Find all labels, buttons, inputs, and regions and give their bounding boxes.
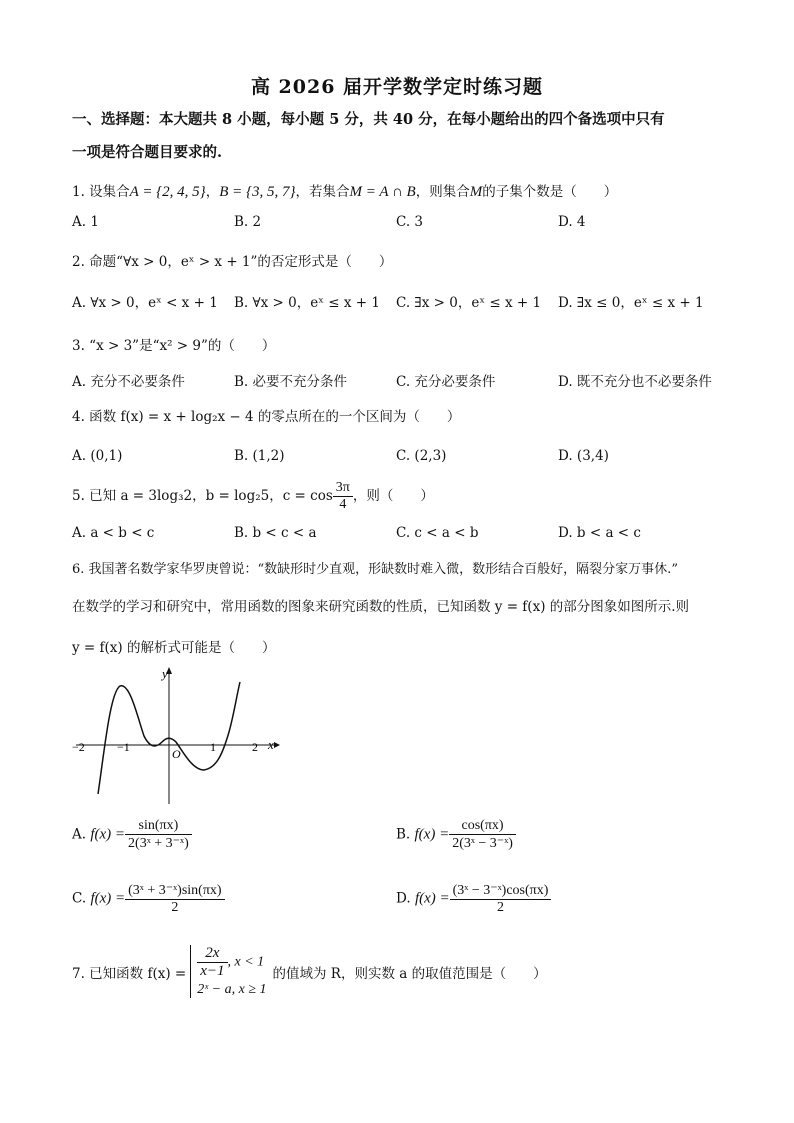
fraction-3pi-over-4: $\frac{3\pi}{4}$	[333, 480, 353, 513]
question-2-option-a: A. ∀x > 0，eˣ < x + 1	[72, 295, 218, 311]
question-4-stem: 4. 函数 f(x) = x + log₂x − 4 的零点所在的一个区间为（ ）	[72, 409, 461, 425]
section-heading-line1: 一、选择题：本大题共 8 小题，每小题 5 分，共 40 分，在每小题给出的四个备选项中只有	[72, 111, 665, 128]
question-7-stem: 7. 已知函数 f(x) = $\frac{2x}{x-1}$ , x < 1 2ˣ − a, x ≥ 1 的值域为 R，则实数 a 的取值范围是（ ）	[72, 945, 547, 997]
question-6-line3: y = f(x) 的解析式可能是（ ）	[72, 640, 276, 656]
question-2-stem: 2. 命题“∀x > 0，eˣ > x + 1”的否定形式是（ ）	[72, 254, 393, 270]
x-axis-label: x	[268, 737, 274, 752]
question-6-option-c: C. f(x) = $\frac{\text{(3ˣ + 3⁻ˣ)sin(πx)}}{2}$	[72, 882, 225, 916]
question-3-stem: 3. “x > 3”是“x² > 9”的（ ）	[72, 338, 276, 354]
tick-label-2: 2	[252, 740, 258, 754]
question-1-option-b: B. 2	[234, 214, 262, 230]
question-6-option-a: A. f(x) = $\frac{\sin(\pi x)}{\text{2(3ˣ + 3⁻ˣ)}}$	[72, 818, 192, 852]
question-6-line2: 在数学的学习和研究中，常用函数的图象来研究函数的性质，已知函数 y = f(x) 的部分图象如图所示.则	[72, 599, 690, 615]
question-3-option-c: C. 充分必要条件	[396, 374, 496, 390]
y-axis-label: y	[162, 666, 168, 681]
question-1-option-a: A. 1	[72, 214, 99, 230]
question-5-option-c: C. c < a < b	[396, 525, 479, 541]
question-3-option-d: D. 既不充分也不必要条件	[558, 374, 712, 390]
question-4-option-a: A. (0,1)	[72, 448, 123, 464]
question-4-option-b: B. (1,2)	[234, 448, 285, 464]
function-graph	[72, 664, 282, 809]
question-5-option-a: A. a < b < c	[72, 525, 155, 541]
question-5-option-b: B. b < c < a	[234, 525, 317, 541]
question-3-option-b: B. 必要不充分条件	[234, 374, 348, 390]
question-2-option-d: D. ∃x ≤ 0，eˣ ≤ x + 1	[558, 295, 704, 311]
question-1-stem: 1. 设集合A = {2, 4, 5}，B = {3, 5, 7}，若集合M = A ∩ B，则集合M的子集个数是（ ）	[72, 184, 618, 200]
question-2-option-c: C. ∃x > 0，eˣ ≤ x + 1	[396, 295, 542, 311]
section-heading-line2: 一项是符合题目要求的.	[72, 144, 223, 161]
tick-label-neg2: −2	[72, 740, 85, 754]
question-6-option-d: D. f(x) = $\frac{\text{(3ˣ − 3⁻ˣ)cos(πx)}}{2}$	[396, 882, 551, 916]
origin-label: O	[172, 747, 181, 761]
piecewise-function: $\frac{2x}{x-1}$ , x < 1 2ˣ − a, x ≥ 1	[190, 945, 266, 998]
x-axis-arrow	[274, 742, 280, 748]
question-6-option-b: B. f(x) = $\frac{\cos(\pi x)}{\text{2(3ˣ − 3⁻ˣ)}}$	[396, 818, 516, 852]
question-4-option-d: D. (3,4)	[558, 448, 609, 464]
question-5-stem: 5. 已知 a = 3log₃2，b = log₂5，c = cos $\frac{3\pi}{4}$ ，则（ ）	[72, 480, 434, 512]
question-4-option-c: C. (2,3)	[396, 448, 447, 464]
question-5-option-d: D. b < a < c	[558, 525, 641, 541]
tick-label-neg1: −1	[117, 740, 130, 754]
tick-label-1: 1	[210, 740, 216, 754]
question-1-option-d: D. 4	[558, 214, 586, 230]
question-6-line1: 6. 我国著名数学家华罗庚曾说：“数缺形时少直观，形缺数时难入微，数形结合百般好，隔裂分家万事休.”	[72, 562, 678, 577]
question-1-option-c: C. 3	[396, 214, 424, 230]
question-3-option-a: A. 充分不必要条件	[72, 374, 185, 390]
page-title: 高 2026 届开学数学定时练习题	[250, 76, 544, 98]
question-2-option-b: B. ∀x > 0，eˣ ≤ x + 1	[234, 295, 380, 311]
